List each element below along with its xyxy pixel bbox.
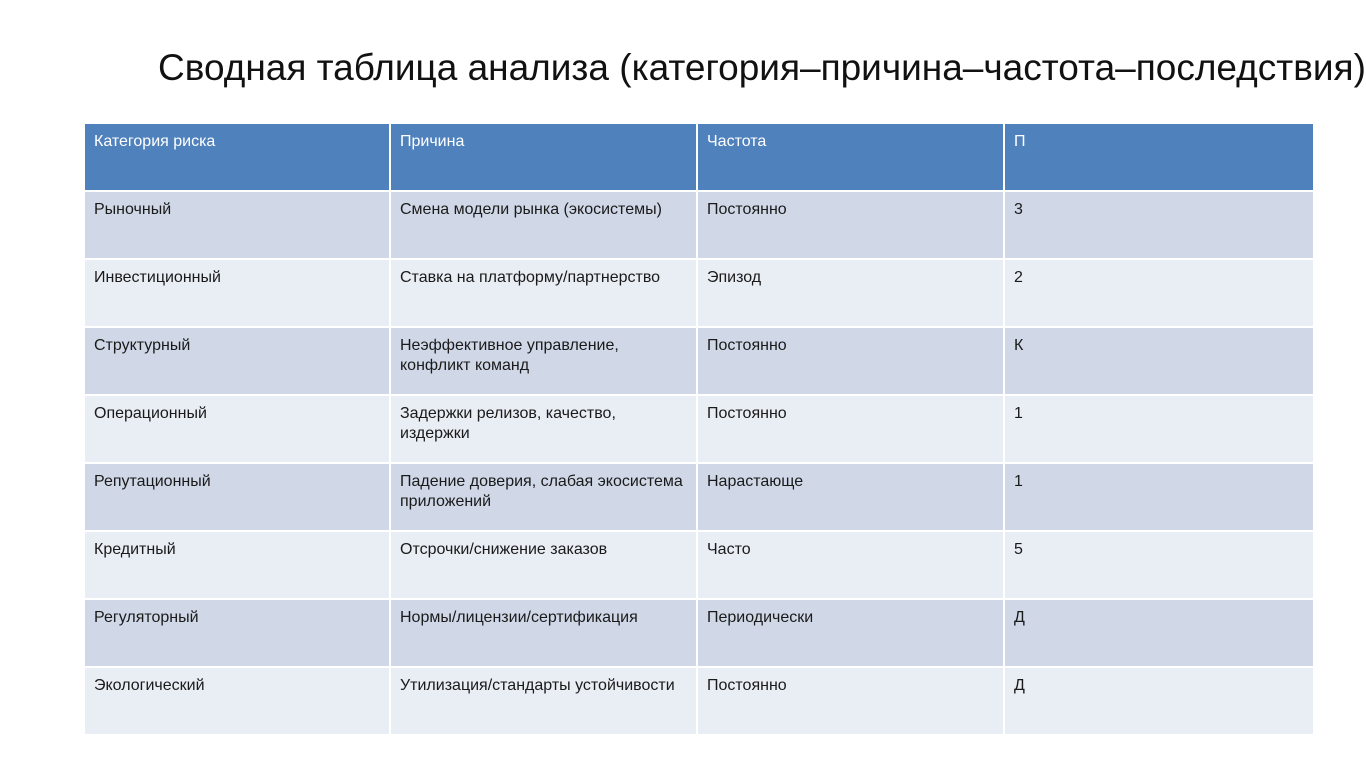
cell-consequence: 2 [1004, 259, 1314, 327]
table-row [84, 327, 1314, 395]
cell-frequency: Часто [697, 531, 1004, 599]
cell-category: Экологический [84, 667, 390, 735]
header-risk-category: Категория риска [84, 123, 390, 191]
cell-category: Рыночный [84, 191, 390, 259]
cell-frequency: Постоянно [697, 667, 1004, 735]
cell-frequency: Постоянно [697, 395, 1004, 463]
table-row [84, 463, 1314, 531]
header-cause: Причина [390, 123, 697, 191]
cell-category: Кредитный [84, 531, 390, 599]
cell-consequence: 3 [1004, 191, 1314, 259]
cell-frequency: Постоянно [697, 327, 1004, 395]
table-row [84, 191, 1314, 259]
cell-consequence: Д [1004, 667, 1314, 735]
cell-category: Операционный [84, 395, 390, 463]
header-frequency: Частота [697, 123, 1004, 191]
cell-cause: Ставка на платформу/партнерство [390, 259, 697, 327]
cell-cause: Отсрочки/снижение заказов [390, 531, 697, 599]
cell-frequency: Постоянно [697, 191, 1004, 259]
table-row [84, 667, 1314, 735]
table-row [84, 599, 1314, 667]
cell-category: Структурный [84, 327, 390, 395]
table-header-row [84, 123, 1314, 191]
cell-consequence: 5 [1004, 531, 1314, 599]
cell-cause: Нормы/лицензии/сертификация [390, 599, 697, 667]
cell-frequency: Эпизод [697, 259, 1004, 327]
cell-cause: Падение доверия, слабая экосистема приложений [390, 463, 697, 531]
slide-title: Сводная таблица анализа (категория–причина–частота–последствия) [158, 47, 1366, 88]
cell-cause: Задержки релизов, качество, издержки [390, 395, 697, 463]
cell-frequency: Периодически [697, 599, 1004, 667]
cell-consequence: Д [1004, 599, 1314, 667]
header-consequences: П [1004, 123, 1314, 191]
cell-category: Репутационный [84, 463, 390, 531]
cell-consequence: 1 [1004, 463, 1314, 531]
cell-category: Регуляторный [84, 599, 390, 667]
cell-category: Инвестиционный [84, 259, 390, 327]
table-row [84, 395, 1314, 463]
cell-cause: Неэффективное управление, конфликт команд [390, 327, 697, 395]
cell-frequency: Нарастающе [697, 463, 1004, 531]
table-row [84, 259, 1314, 327]
table-row [84, 531, 1314, 599]
risk-analysis-table [83, 122, 1315, 736]
cell-consequence: 1 [1004, 395, 1314, 463]
cell-cause: Смена модели рынка (экосистемы) [390, 191, 697, 259]
cell-consequence: К [1004, 327, 1314, 395]
cell-cause: Утилизация/стандарты устойчивости [390, 667, 697, 735]
